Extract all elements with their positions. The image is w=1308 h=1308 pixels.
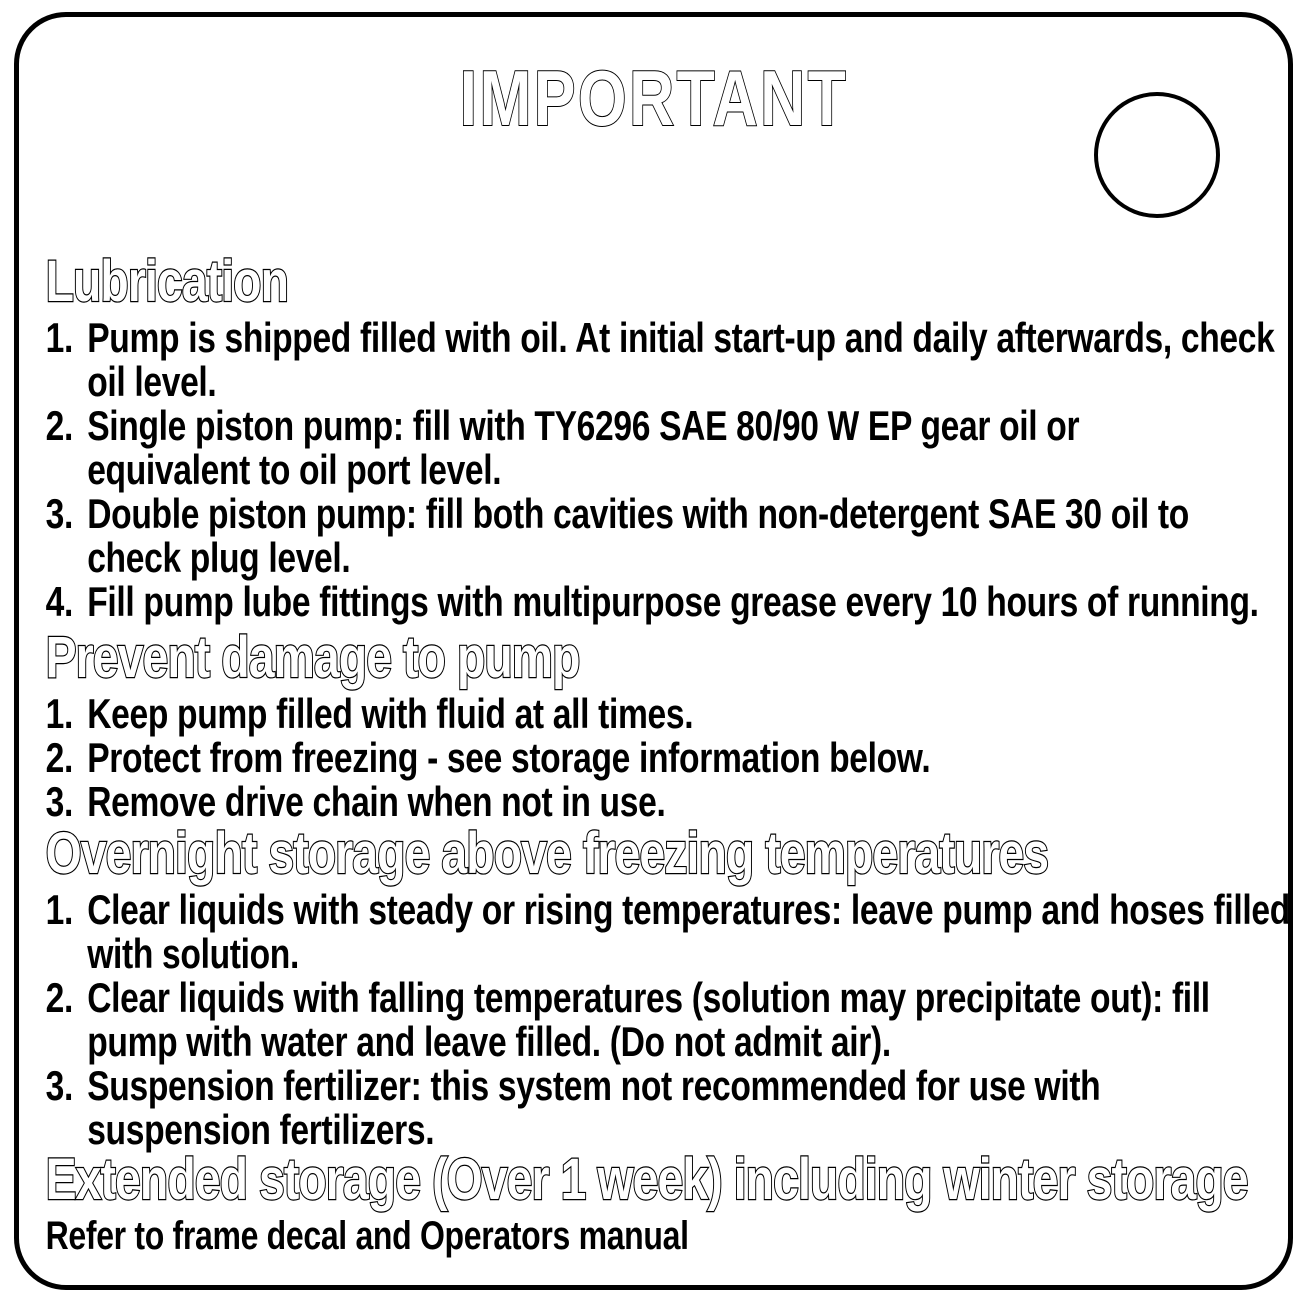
list-item	[46, 888, 1308, 976]
list-item	[46, 692, 1308, 736]
section-lubrication	[45, 249, 1308, 625]
item-number: 1.	[45, 314, 73, 361]
label-title: IMPORTANT	[459, 54, 849, 142]
item-line: Suspension fertilizer: this system not recommended for use with	[87, 1062, 1101, 1109]
list-item	[46, 316, 1308, 404]
section-overnight-storage	[45, 821, 1308, 1153]
section-heading: Overnight storage above freezing temperatures	[45, 821, 1049, 886]
list-item	[46, 492, 1308, 580]
section-list	[46, 888, 1308, 1152]
list-item	[46, 580, 1308, 624]
item-line: Single piston pump: fill with TY6296 SAE 80/90 W EP gear oil or	[87, 402, 1080, 449]
item-number: 1.	[45, 886, 73, 933]
item-number: 3.	[45, 778, 73, 825]
list-item	[46, 736, 1308, 780]
list-item	[46, 1064, 1308, 1152]
item-line: Pump is shipped filled with oil. At initial start-up and daily afterwards, check	[87, 314, 1275, 361]
item-number: 1.	[45, 690, 73, 737]
item-number: 2.	[45, 402, 73, 449]
section-list	[46, 316, 1308, 624]
item-line: Double piston pump: fill both cavities with non-detergent SAE 30 oil to	[87, 490, 1189, 537]
item-line: Clear liquids with falling temperatures (solution may precipitate out): fill	[87, 974, 1210, 1021]
item-number: 2.	[45, 734, 73, 781]
item-line: equivalent to oil port level.	[87, 446, 502, 493]
section-prevent-damage	[45, 625, 1308, 825]
item-line: with solution.	[87, 930, 299, 977]
item-number: 3.	[45, 490, 73, 537]
section-heading: Prevent damage to pump	[45, 625, 580, 690]
item-number: 4.	[45, 578, 73, 625]
item-line: Clear liquids with steady or rising temperatures: leave pump and hoses filled	[87, 886, 1290, 933]
item-number: 3.	[45, 1062, 73, 1109]
section-list	[46, 692, 1308, 824]
section-extended-storage	[45, 1147, 1308, 1258]
item-line: check plug level.	[87, 534, 351, 581]
item-line: Protect from freezing - see storage information below.	[87, 734, 931, 781]
item-line: oil level.	[87, 358, 217, 405]
section-heading: Lubrication	[45, 249, 289, 314]
list-item	[46, 976, 1308, 1064]
list-item	[46, 404, 1308, 492]
item-line: Remove drive chain when not in use.	[87, 778, 666, 825]
item-line: Fill pump lube fittings with multipurpose grease every 10 hours of running.	[87, 578, 1259, 625]
item-line: suspension fertilizers.	[87, 1106, 435, 1153]
list-item	[46, 780, 1308, 824]
item-line: Keep pump filled with fluid at all times.	[87, 690, 694, 737]
item-line: pump with water and leave filled. (Do not admit air).	[87, 1018, 891, 1065]
section-heading: Extended storage (Over 1 week) including winter storage	[45, 1147, 1248, 1212]
item-number: 2.	[45, 974, 73, 1021]
section-note: Refer to frame decal and Operators manual	[45, 1214, 689, 1258]
